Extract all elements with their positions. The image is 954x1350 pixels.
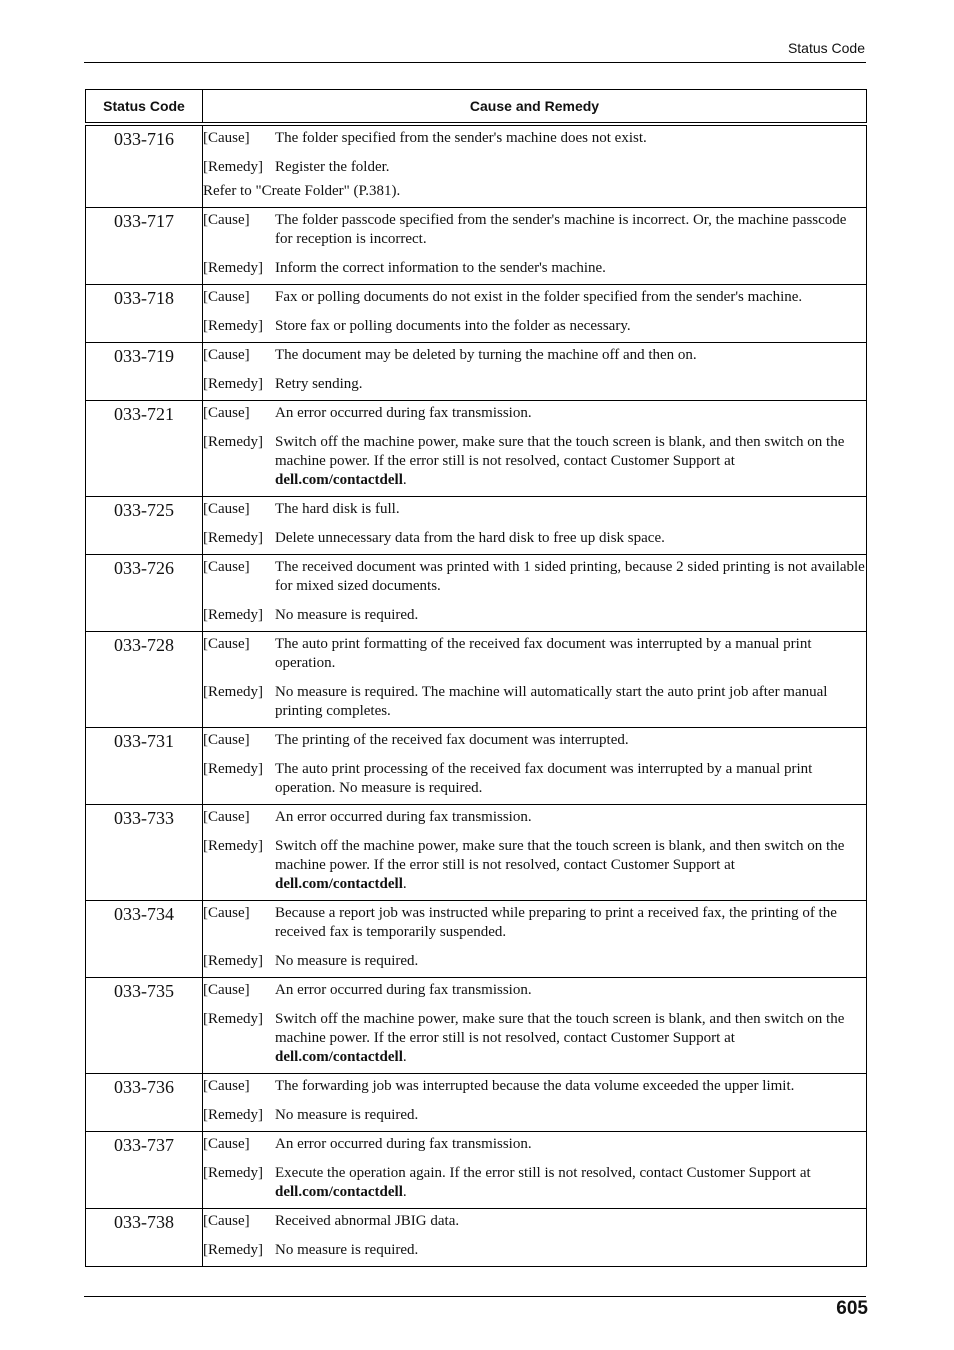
- cause-remedy-cell: [203, 805, 867, 901]
- cause-text: The document may be deleted by turning the machine off and then on.: [275, 347, 697, 363]
- remedy-tag: [Remedy]: [203, 1011, 263, 1027]
- status-code: 033-716: [86, 124, 203, 208]
- support-link[interactable]: dell.com/contactdell: [275, 1184, 403, 1200]
- table-row: [86, 901, 867, 978]
- cause-tag: [Cause]: [203, 559, 250, 575]
- remedy-text: No measure is required.: [275, 1107, 419, 1123]
- cause-line: [203, 346, 866, 365]
- status-code-table: [85, 89, 867, 1267]
- remedy-tag: [Remedy]: [203, 530, 263, 546]
- remedy-text: No measure is required.: [275, 953, 419, 969]
- cause-line: [203, 211, 866, 249]
- remedy-text: Switch off the machine power, make sure that the touch screen is blank, and then switch on the machine power. If the error still is not resolved, contact Customer Support at: [275, 838, 845, 873]
- cause-line: [203, 288, 866, 307]
- cause-text: An error occurred during fax transmission.: [275, 405, 532, 421]
- cause-remedy-cell: [203, 978, 867, 1074]
- remedy-text-wrap: [275, 158, 866, 177]
- remedy-line: [203, 317, 866, 336]
- cause-tag: [Cause]: [203, 982, 250, 998]
- cause-tag: [Cause]: [203, 732, 250, 748]
- status-code: 033-718: [86, 285, 203, 343]
- remedy-tag: [Remedy]: [203, 1242, 263, 1258]
- cause-tag: [Cause]: [203, 130, 250, 146]
- remedy-text-wrap: [275, 952, 866, 971]
- remedy-text-wrap: [275, 837, 866, 894]
- cause-tag: [Cause]: [203, 636, 250, 652]
- support-link[interactable]: dell.com/contactdell: [275, 876, 403, 892]
- cause-tag: [Cause]: [203, 289, 250, 305]
- cause-remedy-cell: [203, 1074, 867, 1132]
- cause-text: An error occurred during fax transmission.: [275, 982, 532, 998]
- remedy-tag: [Remedy]: [203, 376, 263, 392]
- remedy-tag: [Remedy]: [203, 1107, 263, 1123]
- remedy-line: [203, 1010, 866, 1067]
- cause-line: [203, 558, 866, 596]
- remedy-line: [203, 529, 866, 548]
- cause-tag: [Cause]: [203, 347, 250, 363]
- remedy-text-wrap: [275, 606, 866, 625]
- remedy-text-wrap: [275, 1164, 866, 1202]
- reference-note: Refer to "Create Folder" (P.381).: [203, 183, 401, 199]
- cause-text: Received abnormal JBIG data.: [275, 1213, 460, 1229]
- remedy-text-wrap: [275, 1010, 866, 1067]
- header-rule: [84, 62, 866, 63]
- footer-rule: [84, 1296, 866, 1297]
- cause-line: [203, 129, 866, 148]
- status-code: 033-734: [86, 901, 203, 978]
- remedy-text-wrap: [275, 433, 866, 490]
- cause-line: [203, 981, 866, 1000]
- remedy-line: [203, 683, 866, 721]
- cause-line: [203, 1077, 866, 1096]
- cause-remedy-cell: [203, 632, 867, 728]
- cause-tag: [Cause]: [203, 405, 250, 421]
- cause-remedy-cell: [203, 728, 867, 805]
- cause-line: [203, 1135, 866, 1154]
- remedy-line: [203, 606, 866, 625]
- table-row: [86, 497, 867, 555]
- remedy-tag: [Remedy]: [203, 159, 263, 175]
- cause-line: [203, 904, 866, 942]
- status-code: 033-719: [86, 343, 203, 401]
- status-code: 033-728: [86, 632, 203, 728]
- cause-line: [203, 500, 866, 519]
- remedy-text: Retry sending.: [275, 376, 363, 392]
- remedy-text: Register the folder.: [275, 159, 390, 175]
- cause-tag: [Cause]: [203, 501, 250, 517]
- cause-line: [203, 404, 866, 423]
- cause-text: The folder passcode specified from the sender's machine is incorrect. Or, the machine passcode for reception is incorrect.: [275, 212, 847, 247]
- remedy-tag: [Remedy]: [203, 953, 263, 969]
- cause-text: The printing of the received fax document was interrupted.: [275, 732, 629, 748]
- remedy-line: [203, 837, 866, 894]
- cause-remedy-cell: [203, 497, 867, 555]
- remedy-text-wrap: [275, 1106, 866, 1125]
- status-code: 033-726: [86, 555, 203, 632]
- remedy-text: No measure is required. The machine will automatically start the auto print job after manual printing completes.: [275, 684, 828, 719]
- cause-line: [203, 808, 866, 827]
- table-header-row: [86, 90, 867, 125]
- cause-text: Fax or polling documents do not exist in the folder specified from the sender's machine.: [275, 289, 803, 305]
- remedy-line: [203, 1241, 866, 1260]
- page-number: 605: [836, 1298, 868, 1319]
- cause-text: The forwarding job was interrupted because the data volume exceeded the upper limit.: [275, 1078, 795, 1094]
- remedy-text: No measure is required.: [275, 607, 419, 623]
- cause-tag: [Cause]: [203, 905, 250, 921]
- remedy-text: The auto print processing of the received fax document was interrupted by a manual print operation. No measure is required.: [275, 761, 813, 796]
- remedy-line: [203, 158, 866, 177]
- remedy-text-wrap: [275, 1241, 866, 1260]
- status-code: 033-736: [86, 1074, 203, 1132]
- cause-remedy-cell: [203, 1209, 867, 1267]
- cause-remedy-cell: [203, 401, 867, 497]
- remedy-text-wrap: [275, 317, 866, 336]
- status-code: 033-737: [86, 1132, 203, 1209]
- status-code: 033-725: [86, 497, 203, 555]
- cause-text: The hard disk is full.: [275, 501, 400, 517]
- remedy-line: [203, 760, 866, 798]
- column-header-status-code: Status Code: [86, 90, 203, 125]
- table-row: [86, 124, 867, 208]
- status-code: 033-733: [86, 805, 203, 901]
- support-link[interactable]: dell.com/contactdell: [275, 472, 403, 488]
- table-row: [86, 1132, 867, 1209]
- cause-remedy-cell: [203, 285, 867, 343]
- cause-tag: [Cause]: [203, 1213, 250, 1229]
- remedy-text-wrap: [275, 529, 866, 548]
- table-row: [86, 805, 867, 901]
- cause-remedy-cell: [203, 124, 867, 208]
- remedy-end: .: [402, 472, 407, 488]
- cause-remedy-cell: [203, 901, 867, 978]
- support-link[interactable]: dell.com/contactdell: [275, 1049, 403, 1065]
- status-code: 033-731: [86, 728, 203, 805]
- table-row: [86, 208, 867, 285]
- cause-remedy-cell: [203, 343, 867, 401]
- remedy-text: Switch off the machine power, make sure that the touch screen is blank, and then switch on the machine power. If the error still is not resolved, contact Customer Support at: [275, 434, 845, 469]
- remedy-line: [203, 259, 866, 278]
- remedy-text: Switch off the machine power, make sure that the touch screen is blank, and then switch on the machine power. If the error still is not resolved, contact Customer Support at: [275, 1011, 845, 1046]
- remedy-tag: [Remedy]: [203, 434, 263, 450]
- remedy-text-wrap: [275, 259, 866, 278]
- running-header: Status Code: [787, 40, 865, 56]
- remedy-tag: [Remedy]: [203, 838, 263, 854]
- remedy-line: [203, 1106, 866, 1125]
- remedy-text-wrap: [275, 760, 866, 798]
- remedy-line: [203, 433, 866, 490]
- remedy-text-wrap: [275, 375, 866, 394]
- table-row: [86, 1074, 867, 1132]
- column-header-cause-remedy: Cause and Remedy: [203, 90, 867, 125]
- remedy-tag: [Remedy]: [203, 607, 263, 623]
- cause-remedy-cell: [203, 208, 867, 285]
- status-code: 033-717: [86, 208, 203, 285]
- remedy-line: [203, 1164, 866, 1202]
- table-row: [86, 343, 867, 401]
- remedy-end: .: [402, 1184, 407, 1200]
- table-row: [86, 1209, 867, 1267]
- cause-text: The auto print formatting of the received fax document was interrupted by a manual print operation.: [275, 636, 812, 671]
- cause-text: An error occurred during fax transmission.: [275, 1136, 532, 1152]
- remedy-tag: [Remedy]: [203, 761, 263, 777]
- status-code: 033-721: [86, 401, 203, 497]
- cause-remedy-cell: [203, 555, 867, 632]
- remedy-tag: [Remedy]: [203, 684, 263, 700]
- cause-text: Because a report job was instructed while preparing to print a received fax, the printing of the received fax is temporarily suspended.: [275, 905, 837, 940]
- cause-tag: [Cause]: [203, 1136, 250, 1152]
- cause-tag: [Cause]: [203, 809, 250, 825]
- cause-tag: [Cause]: [203, 212, 250, 228]
- cause-line: [203, 635, 866, 673]
- remedy-text: No measure is required.: [275, 1242, 419, 1258]
- remedy-end: .: [402, 1049, 407, 1065]
- remedy-line: [203, 375, 866, 394]
- remedy-text: Inform the correct information to the sender's machine.: [275, 260, 606, 276]
- cause-text: The received document was printed with 1 sided printing, because 2 sided printing is not available for mixed sized documents.: [275, 559, 865, 594]
- remedy-line: [203, 952, 866, 971]
- remedy-text: Execute the operation again. If the error still is not resolved, contact Customer Support at: [275, 1165, 811, 1181]
- table-row: [86, 728, 867, 805]
- status-code: 033-738: [86, 1209, 203, 1267]
- cause-line: [203, 731, 866, 750]
- cause-text: The folder specified from the sender's machine does not exist.: [275, 130, 647, 146]
- cause-line: [203, 1212, 866, 1231]
- remedy-tag: [Remedy]: [203, 318, 263, 334]
- table-row: [86, 555, 867, 632]
- remedy-text: Store fax or polling documents into the folder as necessary.: [275, 318, 631, 334]
- table-row: [86, 632, 867, 728]
- status-code: 033-735: [86, 978, 203, 1074]
- cause-text: An error occurred during fax transmission.: [275, 809, 532, 825]
- remedy-tag: [Remedy]: [203, 260, 263, 276]
- table-row: [86, 285, 867, 343]
- table-row: [86, 978, 867, 1074]
- remedy-end: .: [402, 876, 407, 892]
- remedy-text-wrap: [275, 683, 866, 721]
- cause-remedy-cell: [203, 1132, 867, 1209]
- remedy-tag: [Remedy]: [203, 1165, 263, 1181]
- remedy-text: Delete unnecessary data from the hard disk to free up disk space.: [275, 530, 665, 546]
- table-body: [86, 124, 867, 1267]
- cause-tag: [Cause]: [203, 1078, 250, 1094]
- table-row: [86, 401, 867, 497]
